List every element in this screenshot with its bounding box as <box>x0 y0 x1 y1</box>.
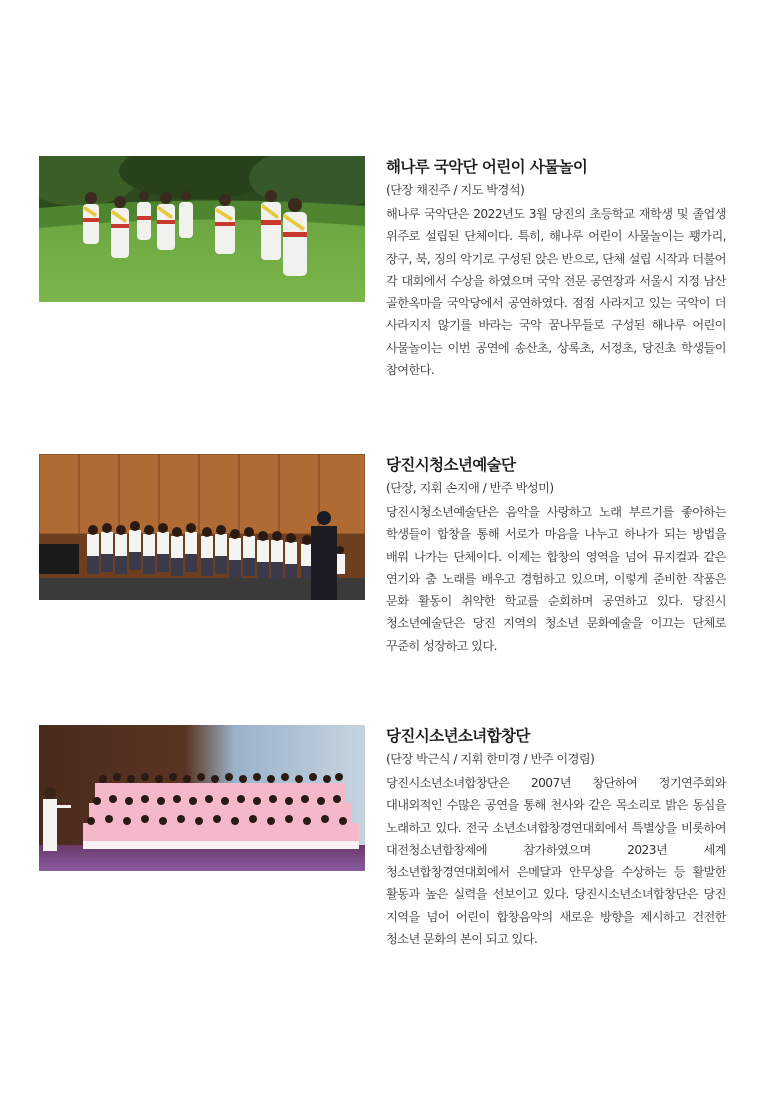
section-subtitle: (단장 박근식 / 지휘 한미경 / 반주 이경림) <box>386 752 595 766</box>
section-title: 당진시청소년예술단 <box>386 456 516 474</box>
section-title: 당진시소년소녀합창단 <box>386 727 530 745</box>
section-title: 해나루 국악단 어린이 사물놀이 <box>386 158 588 176</box>
section-subtitle: (단장, 지휘 손지애 / 반주 박성미) <box>386 481 554 495</box>
photo-youth-art-troupe-choir <box>39 454 365 600</box>
section-body: 해나루 국악단은 2022년도 3월 당진의 초등학교 재학생 및 졸업생 위주로 설립된 단체이다. 특히, 해나루 어린이 사물놀이는 꽹가리, 장구, 북, 징의 악기로 구성된 앉은 반으로, 단체 설립 시작과 더불어 각 대회에서 수상을 하였으며 국악 전문 공연장과 서울시 지정 남산 골한옥마을 국악당에서 공연하였다. 점점 사라지고 있는 국악이 더 사라지지 않기를 바라는 국악 꿈나무들로 구성된 해나루 어린이 사물놀이는 이번 공연에 송산초, 상록초, 서정초, 당진초 학생들이 참여한다. <box>386 207 726 378</box>
section-body: 당진시청소년예술단은 음악을 사랑하고 노래 부르기를 좋아하는 학생들이 합창을 통해 서로가 마음을 나누고 하나가 되는 방법을 배워 나가는 단체이다. 이제는 합창의 영역을 넘어 뮤지컬과 같은 연기와 춤 노래를 배우고 경험하고 있으며, 이렇게 준비한 작품은 문화 활동이 취약한 학교를 순회하며 공연하고 있다. 당진시 청소년예술단은 당진 지역의 청소년 문화예술을 이끄는 단체로 꾸준히 성장하고 있다. <box>386 505 726 653</box>
photo-samulnori-performers <box>39 156 365 302</box>
photo-children-choir <box>39 725 365 871</box>
section-body: 당진시소년소녀합창단은 2007년 창단하여 정기연주회와 대내외적인 수많은 공연을 통해 천사와 같은 목소리로 밝은 동심을 노래하고 있다. 전국 소년소녀합창경연대회에서 특별상을 비롯하여 대전청소년합창제에 참가하였으며 2023년 세계 청소년합창경연대회에서 은메달과 안무상을 수상하는 등 활발한 활동과 높은 실력을 선보이고 있다. 당진시소년소녀합창단은 당진 지역을 넘어 어린이 합창음악의 새로운 방향을 제시하고 건전한 청소년 문화의 본이 되고 있다. <box>386 776 726 947</box>
section-subtitle: (단장 채진주 / 지도 박경석) <box>386 183 525 197</box>
